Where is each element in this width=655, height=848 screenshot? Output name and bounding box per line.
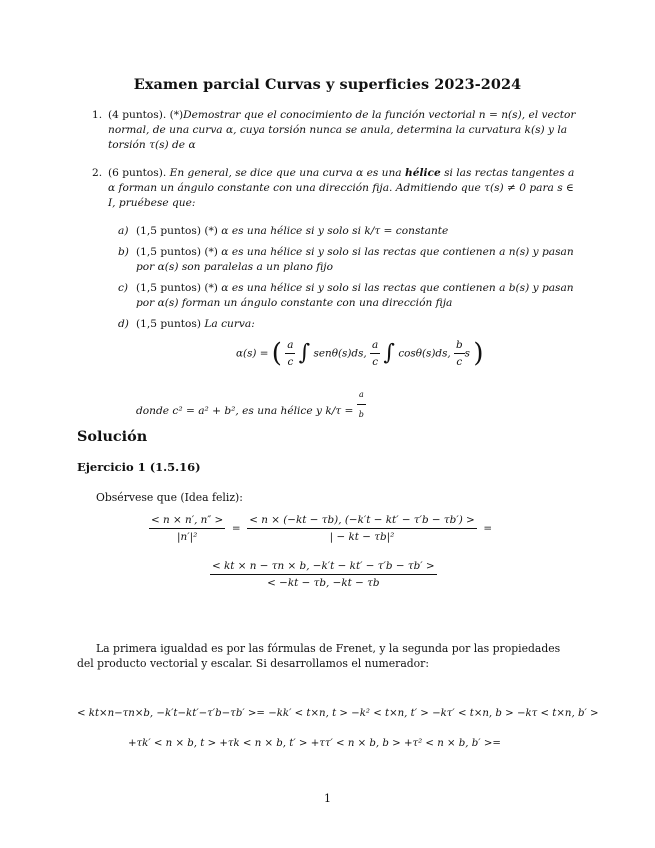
part-d-where: [136, 387, 600, 422]
eq1-numerator-1: < n × n′, n″ >: [149, 514, 225, 529]
curve-term-3: s: [464, 347, 471, 360]
eq1-numerator-2: < n × (−kt − τb), (−k′t − kt′ − τ′b − τb′) >: [247, 514, 477, 529]
equation-2-line-2: +τk′ < n × b, t > +τk < n × b, t′ > +ττ′ < n × b, b > +τ² < n × b, b′ >=: [128, 738, 501, 749]
part-a-points: (1,5 puntos) (*): [136, 225, 218, 237]
eq1-denominator-3: < −kt − τb, −kt − τb: [267, 577, 380, 589]
question-2-text-a: En general, se dice que una curva α es una: [169, 167, 402, 179]
solution-heading: Solución: [77, 428, 148, 445]
question-1-number: 1.: [92, 109, 103, 121]
eq1-denominator-1: |n′|²: [177, 531, 198, 543]
part-c: [118, 281, 582, 311]
equals-sign-1: =: [228, 522, 244, 535]
equation-1-line-2: [210, 560, 437, 589]
part-c-text: α es una hélice si y solo si las rectas que contienen a b(s) y pasan por α(s) forman un ángulo constante con una dirección fija: [136, 282, 574, 309]
equation-2-line-1: < kt×n−τn×b, −k′t−kt′−τ′b−τb′ >= −kk′ < t×n, t > −k² < t×n, t′ > −kτ′ < t×n, b > −kτ < t×n, b′ >: [77, 708, 599, 719]
open-paren: (: [271, 338, 282, 369]
eq1-numerator-3: < kt × n − τn × b, −k′t − kt′ − τ′b − τb′ >: [210, 560, 437, 575]
curve-lhs: α(s) =: [236, 347, 269, 360]
question-1-text: Demostrar que el conocimiento de la función vectorial n = n(s), el vector normal, de una curva α, cuya torsión nunca se anula, determina la curvatura k(s) y la torsión τ(s) de α: [108, 109, 576, 151]
part-b-text: α es una hélice si y solo si las rectas que contienen a n(s) y pasan por α(s) son paralelas a un plano fijo: [136, 246, 574, 273]
question-2: [92, 166, 582, 211]
part-a-label: a): [118, 225, 129, 237]
part-b-label: b): [118, 246, 129, 258]
part-c-points: (1,5 puntos) (*): [136, 282, 218, 294]
question-2-text-b: si las rectas tangentes a α forman un ángulo constante con una dirección fija. Admitiendo que τ(s) ≠ 0 para s ∈ I, pruébese que:: [108, 167, 575, 209]
part-d-text: La curva:: [204, 318, 255, 330]
exercise-heading: Ejercicio 1 (1.5.16): [77, 460, 201, 474]
page-number: 1: [324, 792, 331, 805]
part-d-label: d): [118, 318, 129, 330]
part-d-points: (1,5 puntos): [136, 318, 201, 330]
ratio-den: b: [358, 410, 364, 419]
explanation-paragraph: La primera igualdad es por las fórmulas de Frenet, y la segunda por las propiedades del producto vectorial y escalar. Si desarrollamos el numerador:: [77, 642, 561, 670]
intro-text: Obsérvese que (Idea feliz):: [96, 491, 243, 504]
question-1-points: (4 puntos). (*): [108, 109, 184, 121]
close-paren: ): [473, 338, 484, 369]
integral-sign-1: ∫: [298, 340, 311, 366]
equation-1-line-1: [149, 514, 492, 543]
question-2-number: 2.: [92, 167, 103, 179]
curve-term-2: cosθ(s)ds,: [398, 347, 451, 360]
part-b-points: (1,5 puntos) (*): [136, 246, 218, 258]
part-a-text: α es una hélice si y solo si k/τ = constante: [221, 225, 449, 237]
frac-a-den-2: c: [372, 356, 379, 368]
equals-sign-2: =: [480, 522, 493, 535]
eq1-denominator-2: | − kt − τb|²: [329, 531, 395, 543]
ratio-num: a: [357, 387, 366, 405]
curve-formula: [236, 339, 483, 368]
frac-a-num-1: a: [285, 339, 295, 354]
part-c-label: c): [118, 282, 129, 294]
exam-title: Examen parcial Curvas y superficies 2023-2024: [133, 76, 522, 93]
part-d: [118, 317, 582, 332]
frac-b-den: c: [456, 356, 463, 368]
integral-sign-2: ∫: [383, 340, 395, 366]
part-b: [118, 245, 582, 275]
question-2-helix-term: hélice: [405, 167, 441, 179]
frac-a-num-2: a: [370, 339, 380, 354]
curve-term-1: senθ(s)ds,: [313, 347, 367, 360]
frac-b-num: b: [454, 339, 465, 354]
frac-a-den-1: c: [287, 356, 294, 368]
where-clause: donde c² = a² + b², es una hélice y k/τ =: [136, 405, 354, 417]
question-2-points: (6 puntos).: [108, 167, 167, 179]
question-1: [92, 108, 582, 153]
part-a: [118, 224, 582, 239]
